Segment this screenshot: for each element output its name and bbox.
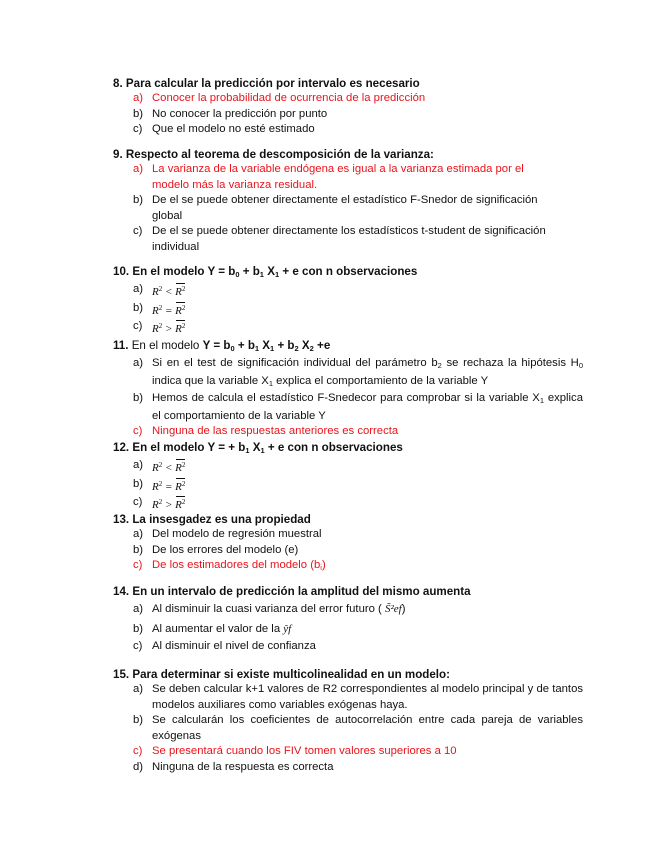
option-c — [113, 319, 573, 338]
option-letter: a) — [133, 459, 144, 471]
option-a — [113, 162, 532, 193]
option-text: Del modelo de regresión muestral — [152, 528, 322, 540]
option-b — [113, 619, 573, 639]
option-letter: a) — [133, 163, 144, 175]
option-letter: b) — [133, 543, 144, 556]
option-letter: b) — [133, 477, 144, 490]
question-title: 14. En un intervalo de predicción la amplitud del mismo aumenta — [113, 585, 471, 598]
option-c — [113, 122, 573, 138]
option-text: Se deben calcular k+1 valores de R2 correspondientes al modelo principal y de tantos modelos auxiliares como variables exógenas haya. — [152, 683, 583, 711]
option-letter: c) — [133, 123, 143, 135]
option-letter: c) — [133, 745, 143, 757]
option-text: La varianza de la variable endógena es igual a la varianza estimada por el modelo más la varianza residual. — [152, 163, 524, 191]
option-text: Conocer la probabilidad de ocurrencia de la predicción — [152, 92, 426, 104]
option-letter: b) — [133, 714, 144, 726]
r-squared-formula: $R^2 > R^2$ — [152, 323, 185, 335]
question-10 — [113, 264, 573, 338]
option-c — [113, 744, 573, 760]
question-14 — [113, 584, 573, 655]
question-15 — [113, 667, 583, 775]
option-text: Se presentará cuando los FIV tomen valores superiores a 10 — [152, 745, 457, 757]
option-text: No conocer la predicción por punto — [152, 107, 328, 120]
option-letter: b) — [133, 301, 144, 314]
option-c — [113, 495, 573, 514]
option-b — [113, 543, 573, 559]
option-b — [113, 713, 583, 744]
question-title: 12. En el modelo Y = + $b_1$ $X_1 + e$ con n observaciones — [113, 441, 403, 455]
option-text: Se calcularán los coeficientes de autocorrelación entre cada pareja de variables exógenas — [152, 714, 583, 742]
question-13 — [113, 512, 573, 576]
option-letter: b) — [133, 107, 144, 120]
question-9 — [113, 147, 573, 255]
option-text: De los errores del modelo (e) — [152, 543, 299, 556]
option-a — [113, 282, 573, 301]
cuasi-varianza-formula: S̃²ef — [384, 603, 402, 615]
r-squared-formula: $R^2 = R^2$ — [152, 481, 185, 493]
question-title: 13. La insesgadez es una propiedad — [113, 513, 311, 526]
option-c — [113, 639, 573, 655]
option-letter: b) — [133, 194, 144, 206]
option-text: Ninguna de la respuesta es correcta — [152, 760, 334, 773]
option-c — [113, 224, 562, 255]
option-a — [113, 91, 573, 107]
option-letter: c) — [133, 559, 143, 571]
question-title: 9. Respecto al teorema de descomposición de la varianza: — [113, 148, 434, 161]
option-b — [113, 301, 573, 320]
r-squared-formula: $R^2 = R^2$ — [152, 305, 185, 317]
question-title: 11. En el modelo $Y = b_0 + b_1$ $X_1 + b_2$ $X_2 +e$ — [113, 339, 331, 353]
option-text: Al aumentar el valor de la — [152, 623, 284, 635]
option-b — [113, 477, 573, 496]
question-title: 8. Para calcular la predicción por intervalo es necesario — [113, 77, 420, 90]
r-squared-formula: $R^2 > R^2$ — [152, 499, 185, 511]
option-c — [113, 424, 573, 440]
option-text: Ninguna de las respuestas anteriores es correcta — [152, 425, 399, 437]
question-title: 15. Para determinar si existe multicolinealidad en un modelo: — [113, 668, 450, 681]
option-letter: d) — [133, 760, 144, 773]
option-text: Que el modelo no esté estimado — [152, 123, 315, 135]
y-hat-formula: ŷf — [283, 623, 292, 635]
option-letter: c) — [133, 225, 143, 237]
option-b — [113, 193, 552, 224]
option-a: a) Si en el test de significación individual del parámetro $b_2$ se rechaza la hipótesis $H_0$ indica que la variable $X_1$ explica el comportamiento de la variable Y — [133, 357, 583, 388]
option-letter: a) — [133, 603, 144, 615]
r-squared-formula: $R^2 < R^2$ — [152, 462, 185, 474]
option-d — [113, 760, 573, 776]
option-text: Al disminuir el nivel de confianza — [152, 640, 316, 652]
option-letter: a) — [133, 283, 144, 295]
option-a — [113, 682, 583, 713]
option-letter: c) — [133, 320, 143, 332]
option-a — [113, 458, 573, 477]
option-letter: b) — [133, 623, 144, 635]
option-letter: a) — [133, 528, 144, 540]
question-title: 10. En el modelo $Y = b_0 + b_1$ $X_1 + e$ con n observaciones — [113, 265, 418, 279]
option-text: Al disminuir la cuasi varianza del error futuro ( — [152, 603, 382, 615]
option-b: b) Hemos de calcula el estadístico F-Snedecor para comprobar si la variable $X_1$ explica el comportamiento de la variable Y — [133, 392, 583, 422]
option-text: De el se puede obtener directamente el estadístico F-Snedor de significación global — [152, 194, 538, 222]
option-letter: c) — [133, 640, 143, 652]
question-8 — [113, 76, 573, 138]
question-11 — [113, 338, 583, 440]
option-letter: a) — [133, 92, 144, 104]
question-12 — [113, 440, 573, 514]
r-squared-formula: $R^2 < R^2$ — [152, 286, 185, 298]
option-c: c) De los estimadores del modelo $(b_i)$ — [133, 559, 326, 572]
option-a: a) Al disminuir la cuasi varianza del error futuro ( S̃²ef) — [113, 599, 573, 619]
option-text: De el se puede obtener directamente los estadísticos t-student de significación individual — [152, 225, 546, 253]
option-b — [113, 107, 573, 123]
option-letter: c) — [133, 496, 143, 508]
option-letter: b) — [133, 392, 144, 404]
option-letter: a) — [133, 357, 144, 369]
option-letter: c) — [133, 425, 143, 437]
option-a — [113, 527, 573, 543]
option-letter: a) — [133, 683, 144, 695]
